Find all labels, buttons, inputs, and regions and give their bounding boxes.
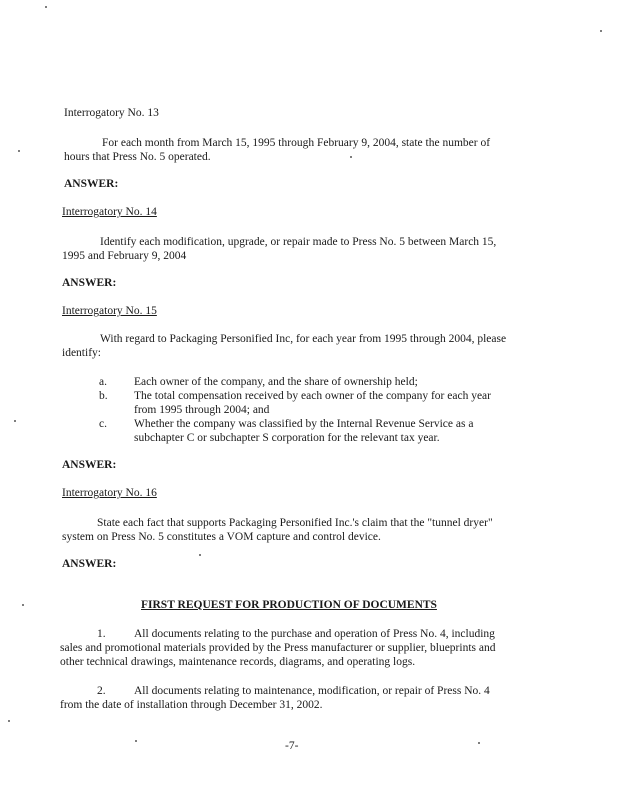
scan-speck [350,156,352,158]
interrogatory-15-text-line-1: With regard to Packaging Personified Inc, for each year from 1995 through 2004, please [100,333,507,345]
interrogatory-15-heading: Interrogatory No. 15 [62,305,157,317]
scan-speck [135,740,137,742]
production-section-title: FIRST REQUEST FOR PRODUCTION OF DOCUMENTS [141,599,437,611]
interrogatory-14-heading: Interrogatory No. 14 [62,206,157,218]
scan-speck [600,30,602,32]
interrogatory-13-text-line-1: For each month from March 15, 1995 through February 9, 2004, state the number of [102,137,491,149]
interrogatory-16-text-line-2: system on Press No. 5 constitutes a VOM capture and control device. [62,531,381,543]
interrogatory-16-heading: Interrogatory No. 16 [62,487,157,499]
list-item-letter: b. [99,390,108,402]
answer-label: ANSWER: [62,459,117,471]
list-item-letter: c. [99,418,107,430]
answer-label: ANSWER: [62,558,117,570]
scan-speck [199,554,201,556]
list-item-text: from 1995 through 2004; and [134,404,270,416]
interrogatory-14-text-line-1: Identify each modification, upgrade, or repair made to Press No. 5 between March 15, [100,236,497,248]
interrogatory-16-text-line-1: State each fact that supports Packaging Personified Inc.'s claim that the "tunnel dryer" [97,517,493,529]
interrogatory-13-text-line-2: hours that Press No. 5 operated. [64,151,211,163]
answer-label: ANSWER: [62,277,117,289]
answer-label: ANSWER: [64,178,119,190]
list-item-letter: a. [99,376,107,388]
page-number: -7- [285,740,299,752]
interrogatory-13-heading: Interrogatory No. 13 [64,107,159,119]
scan-speck [14,420,16,422]
scan-speck [18,150,20,152]
list-item-text: subchapter C or subchapter S corporation for the relevant tax year. [134,432,440,444]
scan-speck [22,604,24,606]
request-text-line-2: sales and promotional materials provided by the Press manufacturer or supplier, blueprints and [60,642,496,654]
request-number: 2. [97,685,106,697]
request-text-line-2: from the date of installation through December 31, 2002. [60,699,323,711]
request-text-line-3: other technical drawings, maintenance records, diagrams, and operating logs. [60,656,416,668]
interrogatory-14-text-line-2: 1995 and February 9, 2004 [62,250,187,262]
request-text-line-1: All documents relating to maintenance, modification, or repair of Press No. 4 [134,685,490,697]
scan-speck [478,742,480,744]
interrogatory-15-text-line-2: identify: [62,347,101,359]
scan-speck [45,6,47,8]
request-number: 1. [97,628,106,640]
list-item-text: Whether the company was classified by the Internal Revenue Service as a [134,418,474,430]
list-item-text: The total compensation received by each owner of the company for each year [134,390,491,402]
list-item-text: Each owner of the company, and the share of ownership held; [134,376,418,388]
request-text-line-1: All documents relating to the purchase and operation of Press No. 4, including [134,628,495,640]
scan-speck [8,720,10,722]
